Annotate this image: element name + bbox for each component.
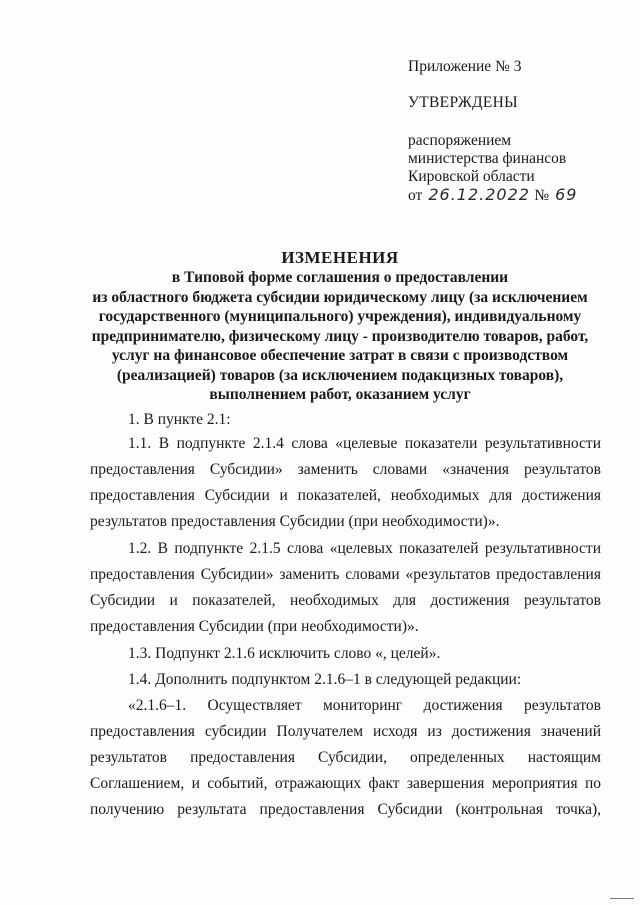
order-line-1: распоряжением xyxy=(408,132,512,149)
body-line: 1.1. В подпункте 2.1.4 слова «целевые показатели результативности xyxy=(128,435,601,452)
title-main: ИЗМЕНЕНИЯ xyxy=(281,248,399,267)
approval-date-line xyxy=(408,186,577,205)
title-line: (реализацией) товаров (за исключением подакцизных товаров), xyxy=(116,366,564,384)
document-title xyxy=(40,248,640,405)
body-line: результатов предоставления Субсидии (при необходимости)». xyxy=(90,513,500,530)
body-line: получению результата предоставления Субсидии (контрольная точка), xyxy=(90,801,601,818)
body-line: предоставления Субсидии» заменить словами «значения результатов xyxy=(90,461,601,478)
body-line: предоставления Субсидии (при необходимости)». xyxy=(90,618,419,635)
page-edge-mark xyxy=(610,898,634,901)
order-line-3: Кировской области xyxy=(408,168,535,185)
body-line: 1.3. Подпункт 2.1.6 исключить слово «, целей». xyxy=(128,645,441,662)
title-line: государственного (муниципального) учреждения), индивидуальному xyxy=(98,308,582,325)
title-line: из областного бюджета субсидии юридическому лицу (за исключением xyxy=(92,288,588,306)
body-line: предоставления Субсидии» заменить словами «результатов предоставления xyxy=(90,566,601,583)
approved-heading: УТВЕРЖДЕНЫ xyxy=(408,94,518,111)
body-line: предоставления субсидии Получателем исходя из достижения значений xyxy=(90,723,601,740)
title-line: выполнением работ, оказанием услуг xyxy=(209,386,471,403)
handwritten-number: 69 xyxy=(555,185,578,204)
date-prefix: от xyxy=(408,187,423,204)
handwritten-date: 26.12.2022 xyxy=(428,185,530,204)
body-line: 1.2. В подпункте 2.1.5 слова «целевых показателей результативности xyxy=(128,540,601,557)
number-label: № xyxy=(534,187,550,204)
body-line: 1.4. Дополнить подпунктом 2.1.6–1 в следующей редакции: xyxy=(128,671,522,688)
title-line: в Типовой форме соглашения о предоставлении xyxy=(171,269,509,286)
body-line: Соглашением, и событий, отражающих факт завершения мероприятия по xyxy=(90,775,601,792)
title-line: услуг на финансовое обеспечение затрат в связи с производством xyxy=(111,347,569,364)
body-line: 1. В пункте 2.1: xyxy=(128,411,231,428)
title-line: предпринимателю, физическому лицу - производителю товаров, работ, xyxy=(91,327,589,345)
body-line: «2.1.6–1. Осуществляет мониторинг достижения результатов xyxy=(128,697,601,714)
body-line: предоставления Субсидии и показателей, необходимых для достижения xyxy=(90,487,601,504)
body-line: результатов предоставления Субсидии, определенных настоящим xyxy=(90,749,601,766)
appendix-number: Приложение № 3 xyxy=(408,58,522,75)
body-line: Субсидии и показателей, необходимых для достижения результатов xyxy=(90,592,601,609)
order-line-2: министерства финансов xyxy=(408,150,567,167)
